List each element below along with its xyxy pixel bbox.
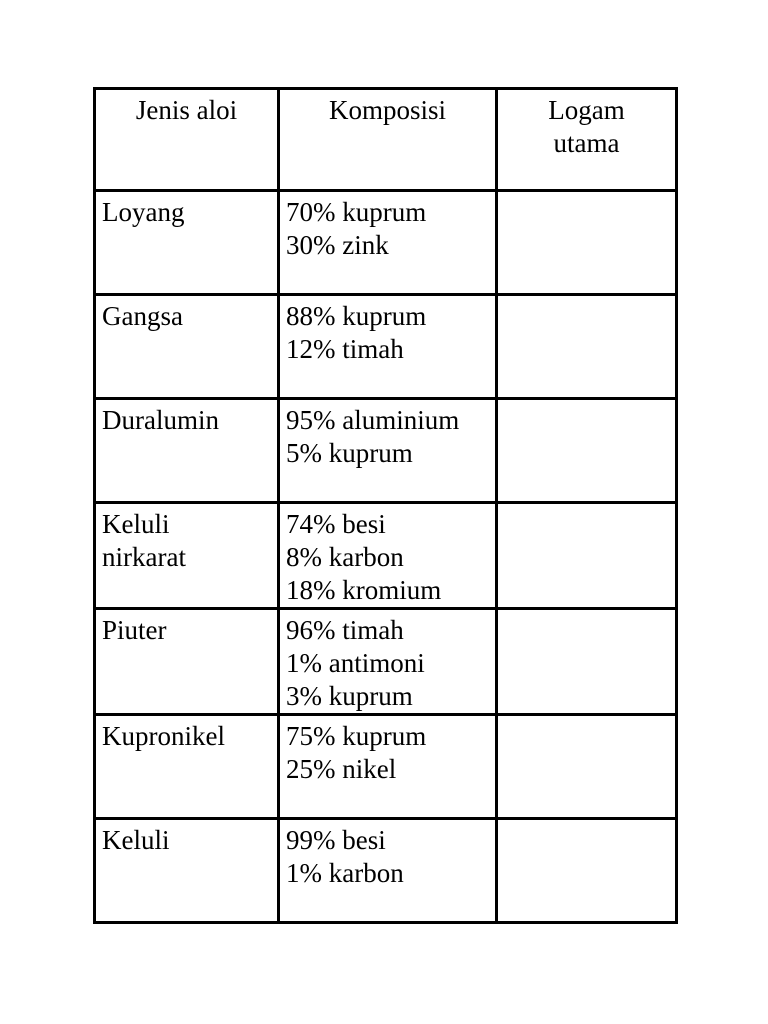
main-metal-cell — [497, 503, 677, 609]
composition-cell — [279, 503, 497, 609]
header-composition — [279, 89, 497, 191]
composition-line: 18% kromium — [286, 575, 442, 605]
table-row — [95, 399, 677, 503]
table-row — [95, 503, 677, 609]
composition-line: 1% antimoni — [286, 648, 425, 678]
alloy-name: Piuter — [102, 615, 167, 645]
composition-line: 1% karbon — [286, 858, 404, 888]
header-row — [95, 89, 677, 191]
header-text: utama — [553, 128, 620, 158]
composition-line: 12% timah — [286, 334, 404, 364]
composition-line: 88% kuprum — [286, 301, 427, 331]
composition-line: 75% kuprum — [286, 721, 427, 751]
main-metal-cell — [497, 715, 677, 819]
header-text: Komposisi — [328, 95, 447, 125]
composition-cell — [279, 295, 497, 399]
composition-line: 74% besi — [286, 509, 386, 539]
alloy-name: Keluli — [102, 825, 170, 855]
main-metal-cell — [497, 819, 677, 923]
header-text: Logam — [548, 95, 625, 125]
alloy-name-cell — [95, 715, 279, 819]
composition-line: 8% karbon — [286, 542, 404, 572]
main-metal-cell — [497, 399, 677, 503]
main-metal-cell — [497, 609, 677, 715]
table-row — [95, 295, 677, 399]
table-row — [95, 191, 677, 295]
composition-line: 99% besi — [286, 825, 386, 855]
composition-line: 30% zink — [286, 230, 389, 260]
alloy-name: Keluli — [102, 509, 170, 539]
alloy-name-cell — [95, 609, 279, 715]
composition-line: 70% kuprum — [286, 197, 427, 227]
alloy-name: Gangsa — [102, 301, 183, 331]
composition-line: 5% kuprum — [286, 438, 413, 468]
header-alloy-type — [95, 89, 279, 191]
composition-cell — [279, 609, 497, 715]
alloy-name-cell — [95, 819, 279, 923]
composition-line: 25% nikel — [286, 754, 397, 784]
composition-cell — [279, 191, 497, 295]
main-metal-cell — [497, 191, 677, 295]
composition-cell — [279, 819, 497, 923]
main-metal-cell — [497, 295, 677, 399]
table-row — [95, 819, 677, 923]
composition-cell — [279, 399, 497, 503]
composition-line: 96% timah — [286, 615, 404, 645]
alloy-name-cell — [95, 399, 279, 503]
composition-line: 3% kuprum — [286, 681, 413, 711]
alloy-name-cell — [95, 191, 279, 295]
alloy-name-cell — [95, 295, 279, 399]
alloy-name-cell — [95, 503, 279, 609]
composition-line: 95% aluminium — [286, 405, 460, 435]
composition-cell — [279, 715, 497, 819]
alloy-name: Kupronikel — [102, 721, 225, 751]
alloy-name: Duralumin — [102, 405, 219, 435]
header-text: Jenis aloi — [135, 95, 238, 125]
alloy-name: nirkarat — [102, 542, 186, 572]
table-row — [95, 715, 677, 819]
alloy-name: Loyang — [102, 197, 185, 227]
alloy-table — [93, 87, 678, 924]
table-row — [95, 609, 677, 715]
header-main-metal — [497, 89, 677, 191]
